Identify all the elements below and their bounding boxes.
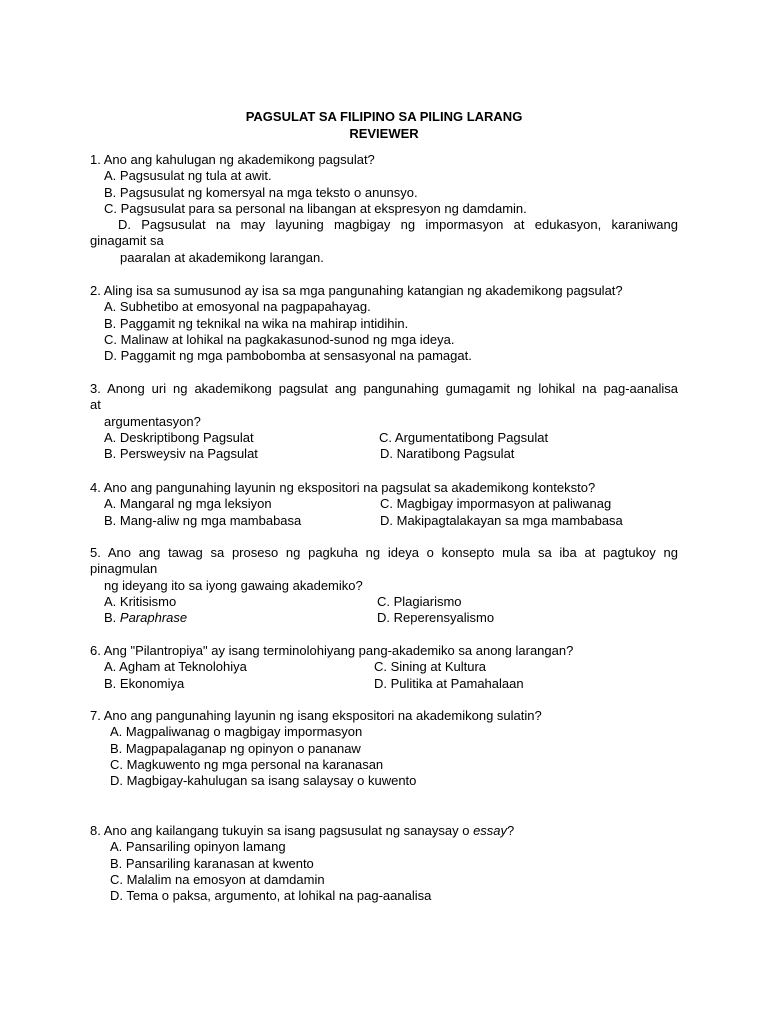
choice-a: A. Magpaliwanag o magbigay impormasyon	[110, 724, 363, 740]
question-6	[90, 643, 678, 692]
choice-d: D. Tema o paksa, argumento, at lohikal na pag-aanalisa	[110, 888, 432, 904]
choice-a: A. Kritisismo	[104, 593, 177, 609]
question-7	[90, 708, 678, 789]
question-8	[90, 823, 678, 904]
choice-a: A. Mangaral ng mga leksiyon	[104, 496, 272, 512]
choice-d: D. Naratibong Pagsulat	[380, 446, 515, 462]
choice-b: B. Pansariling karanasan at kwento	[110, 855, 314, 871]
choice-b-prefix: B.	[104, 610, 120, 626]
choice-d: D. Paggamit ng mga pambobomba at sensasyonal na pamagat.	[104, 348, 472, 364]
choice-a: A. Pansariling opinyon lamang	[110, 839, 286, 855]
choice-a: A. Agham at Teknolohiya	[104, 659, 247, 675]
question-text: 1. Ano ang kahulugan ng akademikong pagsulat?	[90, 152, 375, 167]
choice-c: C. Sining at Kultura	[374, 659, 487, 675]
choice-c: C. Malinaw at lohikal na pagkakasunod-sunod ng mga ideya.	[104, 331, 455, 347]
choice-b: B. Magpapalaganap ng opinyon o pananaw	[110, 740, 361, 756]
choices-row-1	[90, 594, 678, 610]
question-line-1: 3. Anong uri ng akademikong pagsulat ang pangunahing gumagamit ng lohikal na pag-aanalisa	[90, 381, 678, 396]
choices-row-2	[90, 676, 678, 692]
question-text: 2. Aling isa sa sumusunod ay isa sa mga pangunahing katangian ng akademikong pagsulat?	[90, 283, 623, 298]
choice-d-line-2: ginagamit sa	[90, 233, 164, 249]
question-4	[90, 480, 678, 529]
question-5	[90, 545, 678, 626]
choices-row-2	[90, 610, 678, 626]
question-line-3: argumentasyon?	[104, 413, 201, 429]
choice-b	[104, 610, 187, 626]
question-text: 6. Ang "Pilantropiya" ay isang terminolohiyang pang-akademiko sa anong larangan?	[90, 643, 574, 658]
question-suffix: ?	[507, 823, 515, 838]
choice-c: C. Pagsusulat para sa personal na libangan at ekspresyon ng damdamin.	[104, 200, 527, 216]
choices-row-1	[90, 659, 678, 675]
choice-c: C. Magbigay impormasyon at paliwanag	[380, 496, 612, 512]
choice-c: C. Plagiarismo	[377, 593, 462, 609]
question-line-2: pinagmulan	[90, 561, 158, 577]
question-text: 7. Ano ang pangunahing layunin ng isang ekspositori na akademikong sulatin?	[90, 708, 542, 723]
choice-b: B. Mang-aliw ng mga mambabasa	[104, 512, 302, 528]
choices-row-1	[90, 496, 678, 512]
question-italic: essay	[473, 823, 508, 838]
question-1	[90, 152, 678, 266]
question-line-3: ng ideyang ito sa iyong gawaing akademiko?	[104, 577, 363, 593]
question-text: 4. Ano ang pangunahing layunin ng ekspositori na pagsulat sa akademikong konteksto?	[90, 480, 596, 495]
question-prefix: 8. Ano ang kailangang tukuyin sa isang pagsusulat ng sanaysay o	[90, 823, 474, 838]
choice-b: B. Ekonomiya	[104, 675, 185, 691]
choice-d: D. Reperensyalismo	[377, 610, 495, 626]
choice-d: D. Pulitika at Pamahalaan	[374, 675, 524, 691]
choice-d: D. Makipagtalakayan sa mga mambabasa	[380, 512, 623, 528]
choice-b: B. Paggamit ng teknikal na wika na mahirap intidihin.	[104, 315, 409, 331]
choices-row-2	[90, 513, 678, 529]
question-3	[90, 381, 678, 462]
choice-b: B. Pagsusulat ng komersyal na mga teksto o anunsyo.	[104, 184, 418, 200]
choice-d-line-3: paaralan at akademikong larangan.	[120, 249, 324, 265]
choice-b: B. Persweysiv na Pagsulat	[104, 446, 258, 462]
choice-c: C. Magkuwento ng mga personal na karanasan	[110, 756, 384, 772]
title-line-2: REVIEWER	[349, 125, 419, 141]
question-text	[90, 823, 678, 839]
question-line-2: at	[90, 397, 101, 413]
choice-d-line-1: D. Pagsusulat na may layuning magbigay ng impormasyon at edukasyon, karaniwang	[118, 217, 678, 233]
document-title	[0, 109, 768, 142]
choices-row-2	[90, 446, 678, 462]
choice-c: C. Argumentatibong Pagsulat	[379, 429, 549, 445]
choices-row-1	[90, 430, 678, 446]
choice-d: D. Magbigay-kahulugan sa isang salaysay o kuwento	[110, 773, 417, 789]
choice-a: A. Subhetibo at emosyonal na pagpapahayag.	[104, 299, 371, 315]
question-line-1: 5. Ano ang tawag sa proseso ng pagkuha ng ideya o konsepto mula sa iba at pagtukoy ng	[90, 545, 678, 560]
choice-b-italic: Paraphrase	[119, 610, 188, 626]
choice-a: A. Deskriptibong Pagsulat	[104, 429, 254, 445]
question-2	[90, 283, 678, 364]
title-line-1: PAGSULAT SA FILIPINO SA PILING LARANG	[245, 109, 523, 124]
choice-a: A. Pagsusulat ng tula at awit.	[104, 168, 272, 184]
choice-c: C. Malalim na emosyon at damdamin	[110, 871, 325, 887]
